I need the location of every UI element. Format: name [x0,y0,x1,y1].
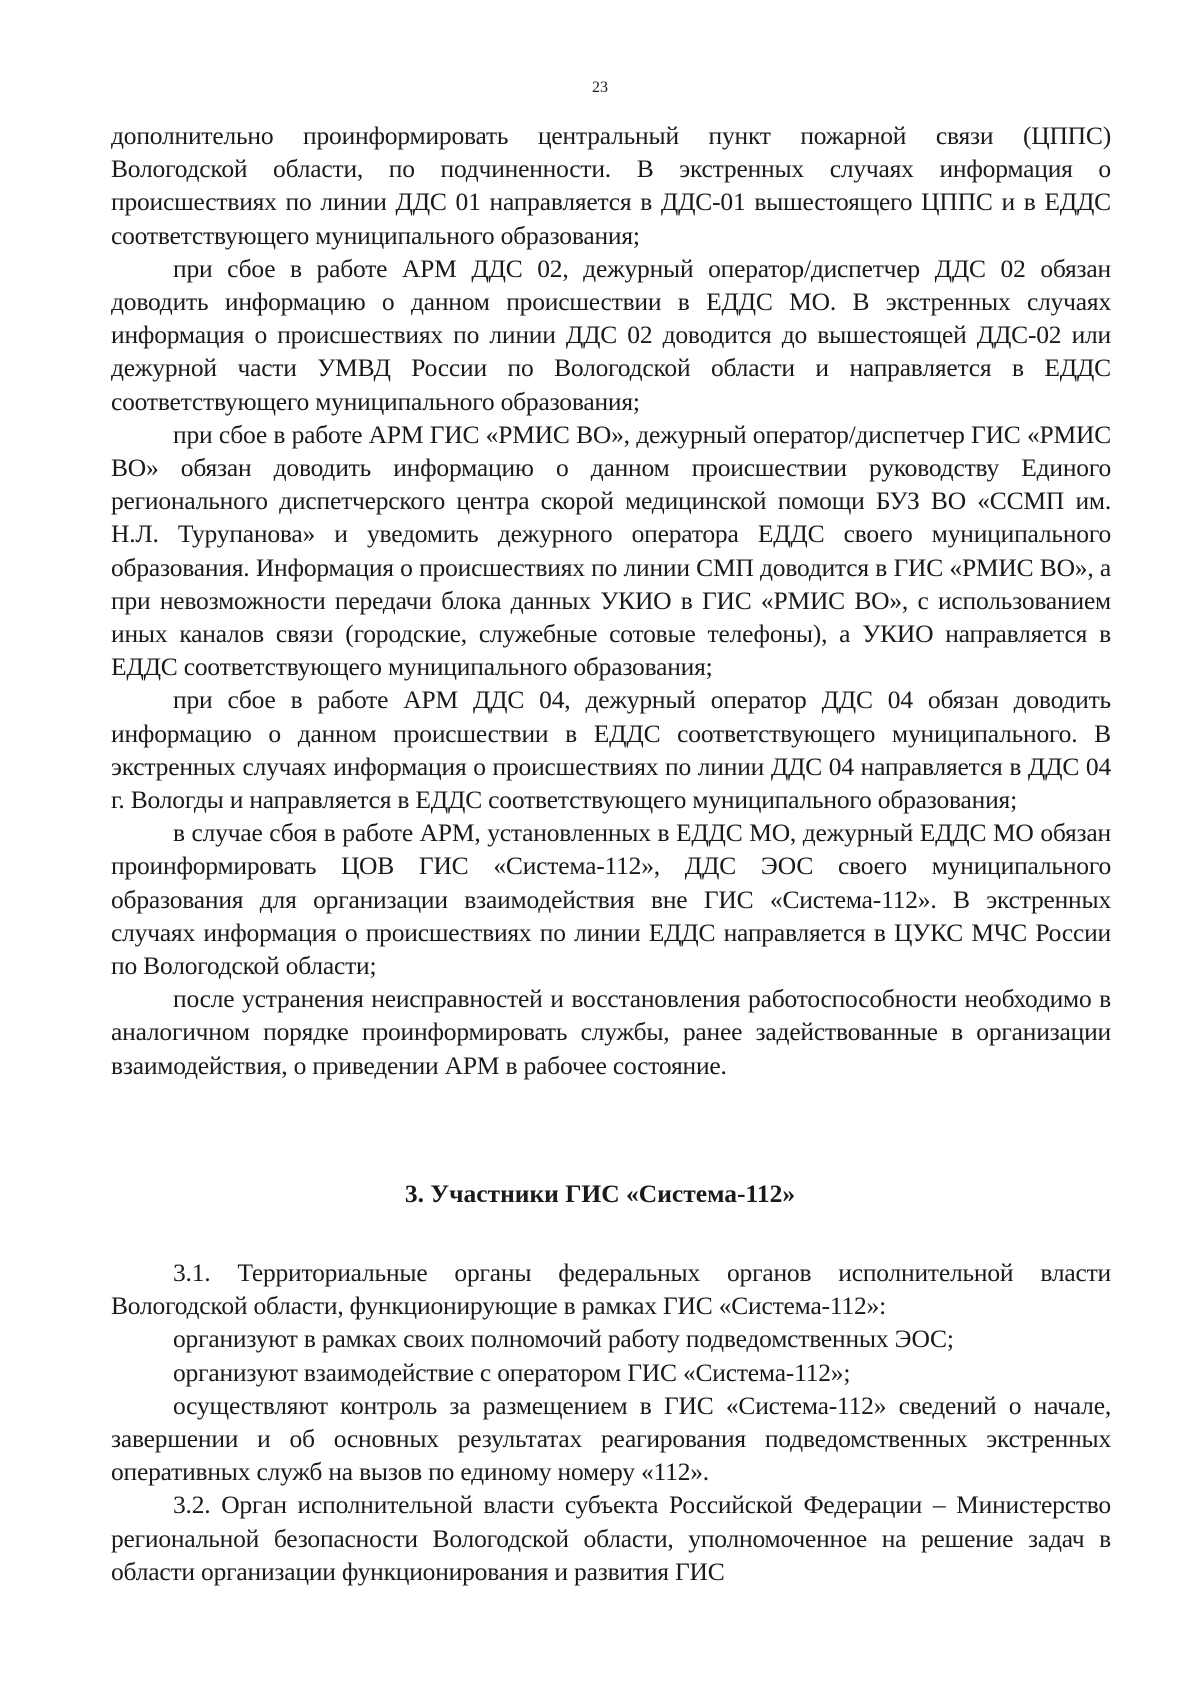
paragraph: при сбое в работе АРМ ДДС 02, дежурный оператор/диспетчер ДДС 02 обязан доводить информацию о данном происшествии в ЕДДС МО. В экстренных случаях информация о происшествиях по линии ДДС 02 доводится до вышестоящей ДДС-02 или дежурной части УМВД России по Вологодской области и направляется в ЕДДС соответствующего муниципального образования; [111,253,1111,416]
paragraph: осуществляют контроль за размещением в ГИС «Система-112» сведений о начале, завершении и об основных результатах реагирования подведомственных экстренных оперативных служб на вызов по единому номеру «112». [111,1390,1111,1487]
paragraph: дополнительно проинформировать центральный пункт пожарной связи (ЦППС) Вологодской области, по подчиненности. В экстренных случаях информация о происшествиях по линии ДДС 01 направляется в ДДС-01 вышестоящего ЦППС и в ЕДДС соответствующего муниципального образования; [111,121,1111,250]
paragraph: организуют в рамках своих полномочий работу подведомственных ЭОС; [173,1324,954,1354]
paragraph: в случае сбоя в работе АРМ, установленных в ЕДДС МО, дежурный ЕДДС МО обязан проинформировать ЦОВ ГИС «Система-112», ДДС ЭОС своего муниципального образования для организации взаимодействия вне ГИС «Система-112». В экстренных случаях информация о происшествиях по линии ЕДДС направляется в ЦУКС МЧС России по Вологодской области; [111,818,1111,981]
section-1-body [111,119,1111,1082]
paragraph: при сбое в работе АРМ ГИС «РМИС ВО», дежурный оператор/диспетчер ГИС «РМИС ВО» обязан доводить информацию о данном происшествии руководству Единого регионального диспетчерского центра скорой медицинской помощи БУЗ ВО «ССМП им. Н.Л. Турупанова» и уведомить дежурного оператора ЕДДС своего муниципального образования. Информация о происшествиях по линии СМП доводится в ГИС «РМИС ВО», а при невозможности передачи блока данных УКИО в ГИС «РМИС ВО», с использованием иных каналов связи (городские, служебные сотовые телефоны), а УКИО направляется в ЕДДС соответствующего муниципального образования; [111,419,1111,682]
paragraph: при сбое в работе АРМ ДДС 04, дежурный оператор ДДС 04 обязан доводить информацию о данном происшествии в ЕДДС соответствующего муниципального. В экстренных случаях информация о происшествиях по линии ДДС 04 направляется в ДДС 04 г. Вологды и направляется в ЕДДС соответствующего муниципального образования; [111,685,1111,815]
paragraph: организуют взаимодействие с оператором ГИС «Система-112»; [173,1357,851,1387]
section-heading: 3. Участники ГИС «Система-112» [404,1179,796,1208]
paragraph: 3.1. Территориальные органы федеральных органов исполнительной власти Вологодской области, функционирующие в рамках ГИС «Система-112»: [111,1258,1111,1321]
section-3-body [111,1256,1111,1588]
paragraph: после устранения неисправностей и восстановления работоспособности необходимо в аналогичном порядке проинформировать службы, ранее задействованные в организации взаимодействия, о приведении АРМ в рабочее состояние. [111,984,1111,1080]
page-number: 23 [592,79,608,96]
paragraph: 3.2. Орган исполнительной власти субъекта Российской Федерации – Министерство региональной безопасности Вологодской области, уполномоченное на решение задач в области организации функционирования и развития ГИС [111,1490,1111,1586]
